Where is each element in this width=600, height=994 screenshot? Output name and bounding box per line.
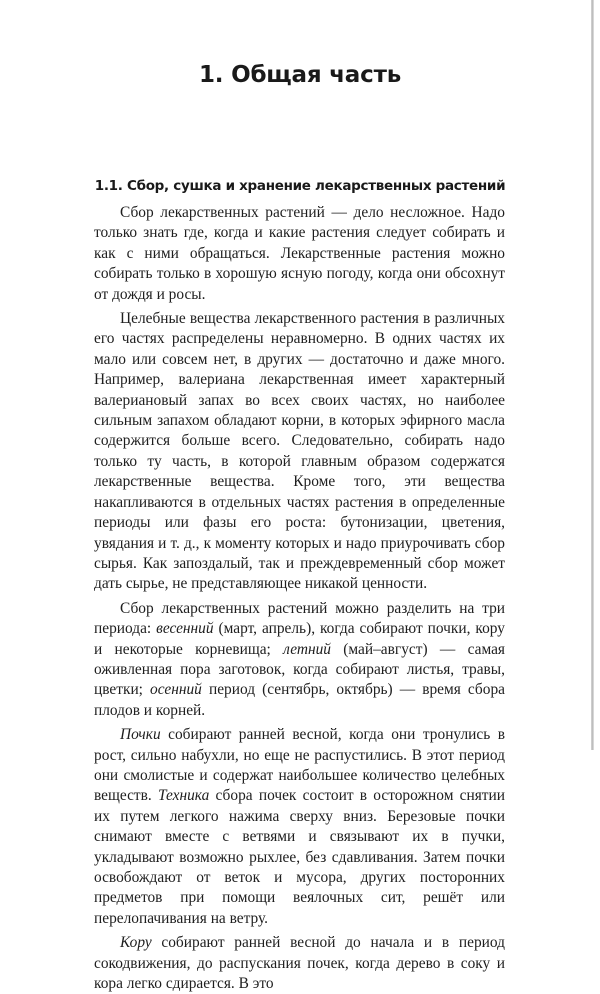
page-edge-shadow: [591, 0, 594, 750]
term-summer: летний: [283, 640, 331, 658]
section-title: 1.1. Сбор, сушка и хранение лекарственных растений: [94, 178, 506, 194]
term-autumn: осенний: [150, 681, 202, 699]
text-span: собирают ранней весной до начала и в период сокодвижения, до распускания почек, когда дерево в соку и кора легко сдирается. В это: [94, 934, 505, 993]
term-buds: Почки: [120, 726, 161, 744]
paragraph-buds: [94, 725, 505, 929]
term-bark: Кору: [120, 934, 152, 952]
term-technique: Техника: [157, 787, 210, 805]
body-text: [94, 203, 505, 994]
term-spring: весенний: [156, 620, 214, 638]
text-span: (март, апрель), когда собирают почки, кору и некоторые корневища;: [94, 620, 505, 658]
text-span: Сбор лекарственных растений можно разделить на три периода:: [94, 599, 505, 638]
chapter-title: 1. Общая часть: [198, 62, 402, 88]
paragraph-substance-distribution: Целебные вещества лекарственного растения в различных его частях распределены неравномерно. В одних частях их мало или совсем нет, в других — достаточно и даже много. Например, валериана лекарственная имеет характерный валериановый запах во всех своих частях, но наиболее сильным запахом обладают корни, в которых эфирного масла содержится больше всего. Следовательно, собирать надо только ту часть, в которой главным образом содержатся лекарственные вещества. Кроме того, эти вещества накапливаются в отдельных частях растения в определенные периоды или фазы его роста: бутонизации, цветения, увядания и т. д., к моменту которых и надо приурочивать сбор сырья. Как запоздалый, так и преждевременный сбор может дать сырье, не представляющее никакой ценности.: [94, 310, 505, 593]
paragraph-collection-basics: Сбор лекарственных растений — дело несложное. Надо только знать где, когда и какие растения следует собирать и как с ними обращаться. Лекарственные растения можно собирать только в хорошую ясную погоду, когда они обсохнут от дождя и росы.: [94, 204, 505, 303]
text-span: собирают ранней весной, когда они тронулись в рост, сильно набухли, но еще не распустились. В этот период они смолистые и содержат наибольшее количество целебных веществ.: [94, 726, 505, 805]
paragraph-collection-periods: [94, 599, 505, 721]
paragraph-bark: [94, 933, 505, 994]
text-span: период (сентябрь, октябрь) — время сбора плодов и корней.: [94, 681, 505, 719]
text-span: сбора почек состоит в осторожном снятии их путем легкого нажима сверху вниз. Березовые почки снимают вместе с ветвями и связывают их в пучки, укладывают возможно рыхлее, без сдавливания. Затем почки освобождают от веток и мусора, других посторонних предметов при помощи веялочных сит, решёт или перелопачивания на ветру.: [94, 787, 506, 927]
text-span: (май–август) — самая оживленная пора заготовок, когда собирают листья, травы, цветки;: [94, 640, 505, 699]
